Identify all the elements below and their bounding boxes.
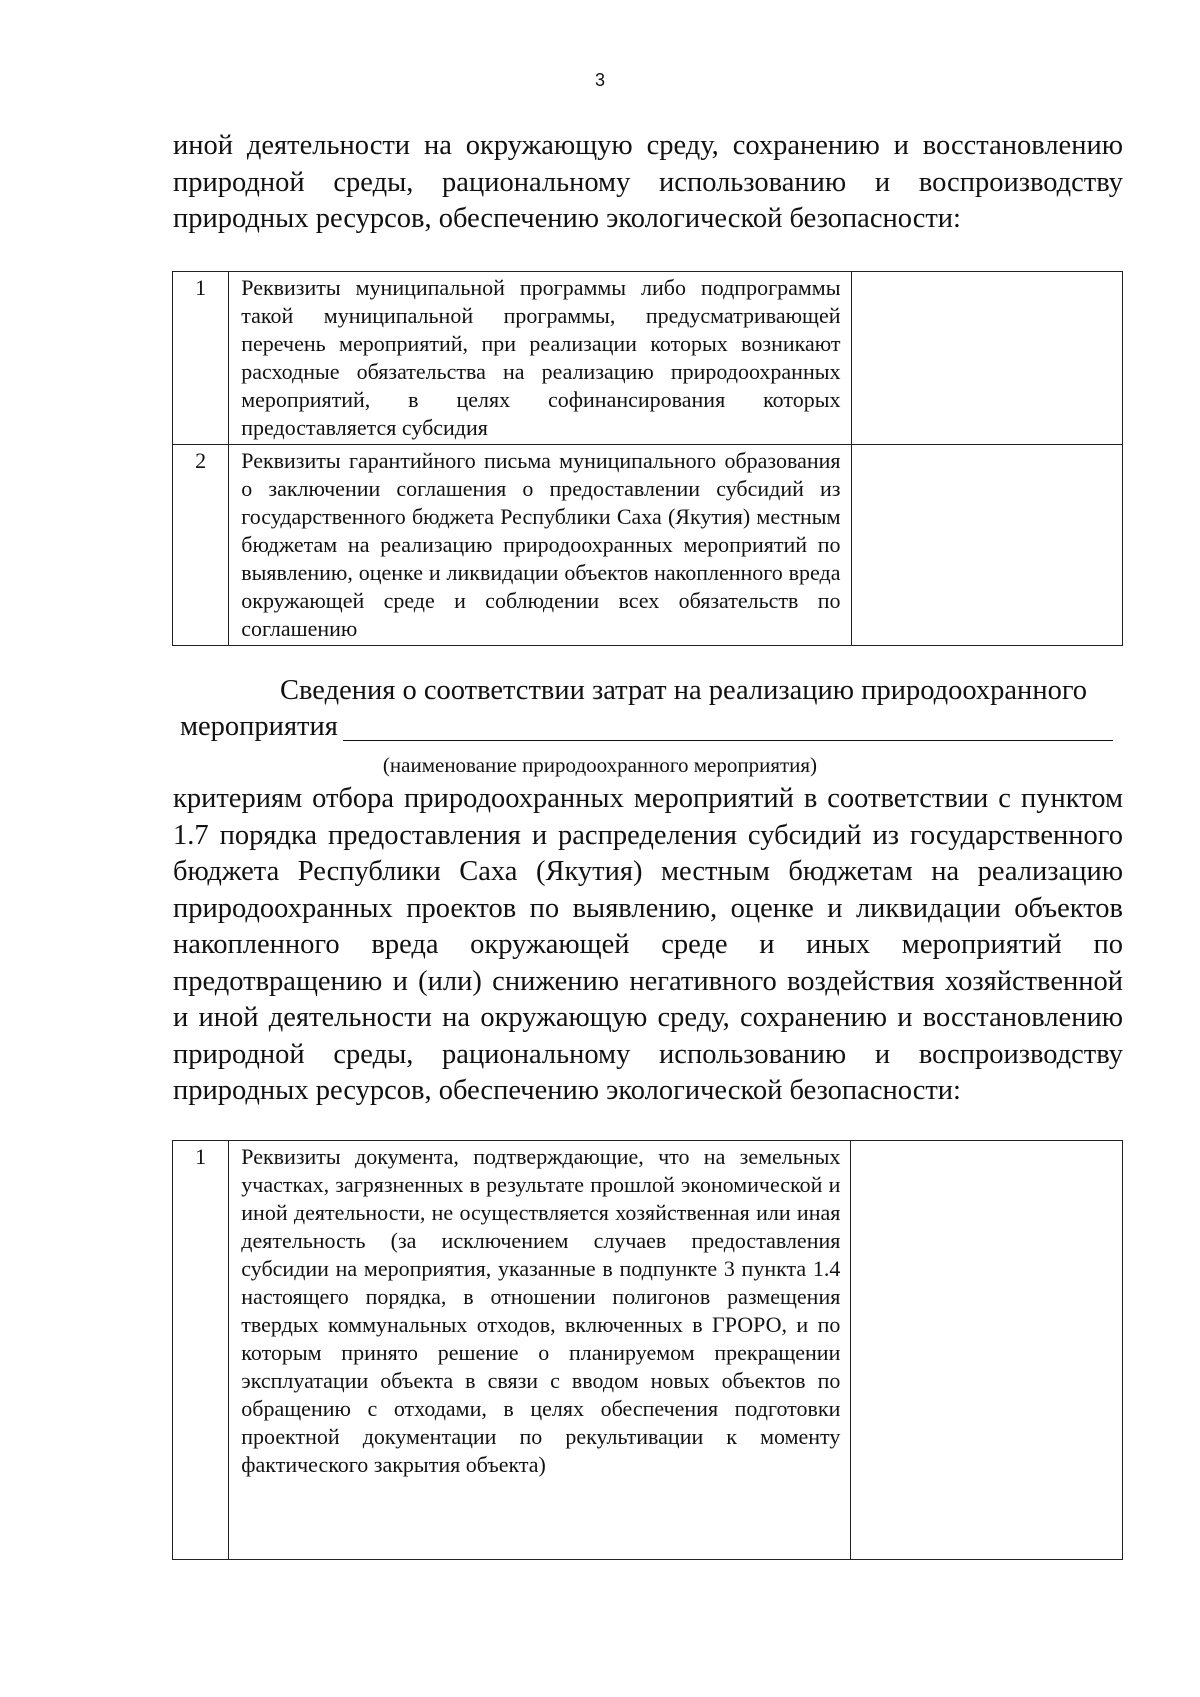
section-heading-line2: мероприятия: [180, 711, 338, 742]
section-heading: Сведения о соответствии затрат на реализацию природоохранного: [280, 675, 1088, 706]
criteria-paragraph: критериям отбора природоохранных мероприятий в соответствии с пунктом 1.7 порядка предоставления и распределения субсидий из государственного бюджета Республики Саха (Якутия) местным бюджетам на реализацию природоохранных проектов по выявлению, оценке и ликвидации объектов накопленного вреда окружающей среде и иных мероприятий по предотвращению и (или) снижению негативного воздействия хозяйственной и иной деятельности на окружающую среду, сохранению и восстановлению природной среды, рациональному использованию и воспроизводству природных ресурсов, обеспечению экологической безопасности:: [173, 783, 1123, 1106]
row-number: 2: [173, 445, 229, 646]
table-row: [173, 272, 1123, 445]
field-caption: (наименование природоохранного мероприятия): [382, 753, 818, 777]
row-value-cell[interactable]: [851, 1141, 1123, 1560]
row-number: 1: [173, 272, 229, 445]
row-description: Реквизиты муниципальной программы либо подпрограммы такой муниципальной программы, предусматривающей перечень мероприятий, при реализации которых возникают расходные обязательства на реализацию природоохранных мероприятий, в целях софинансирования которых предоставляется субсидия: [229, 272, 851, 445]
intro-paragraph: иной деятельности на окружающую среду, сохранению и восстановлению природной среды, рациональному использованию и воспроизводству природных ресурсов, обеспечению экологической безопасности:: [173, 130, 1123, 234]
row-description: Реквизиты документа, подтверждающие, что на земельных участках, загрязненных в результате прошлой экономической и иной деятельности, не осуществляется хозяйственная или иная деятельность (за исключением случаев предоставления субсидии на мероприятия, указанные в подпункте 3 пункта 1.4 настоящего порядка, в отношении полигонов размещения твердых коммунальных отходов, включенных в ГРОРО, и по которым принято решение о планируемом прекращении эксплуатации объекта в связи с вводом новых объектов по обращению с отходами, в целях обеспечения подготовки проектной документации по рекультивации к моменту фактического закрытия объекта): [229, 1141, 851, 1560]
activity-name-field[interactable]: [343, 740, 1113, 741]
table-row: [173, 1141, 1123, 1560]
row-description: Реквизиты гарантийного письма муниципального образования о заключении соглашения о предоставлении субсидий из государственного бюджета Республики Саха (Якутия) местным бюджетам на реализацию природоохранных мероприятий по выявлению, оценке и ликвидации объектов накопленного вреда окружающей среде и соблюдении всех обязательств по соглашению: [229, 445, 851, 646]
row-number: 1: [173, 1141, 229, 1560]
requisites-table-2: [172, 1140, 1123, 1560]
table-row: [173, 445, 1123, 646]
row-value-cell[interactable]: [851, 445, 1123, 646]
row-value-cell[interactable]: [851, 272, 1123, 445]
page-number: 3: [594, 70, 605, 90]
requisites-table-1: [172, 271, 1123, 646]
